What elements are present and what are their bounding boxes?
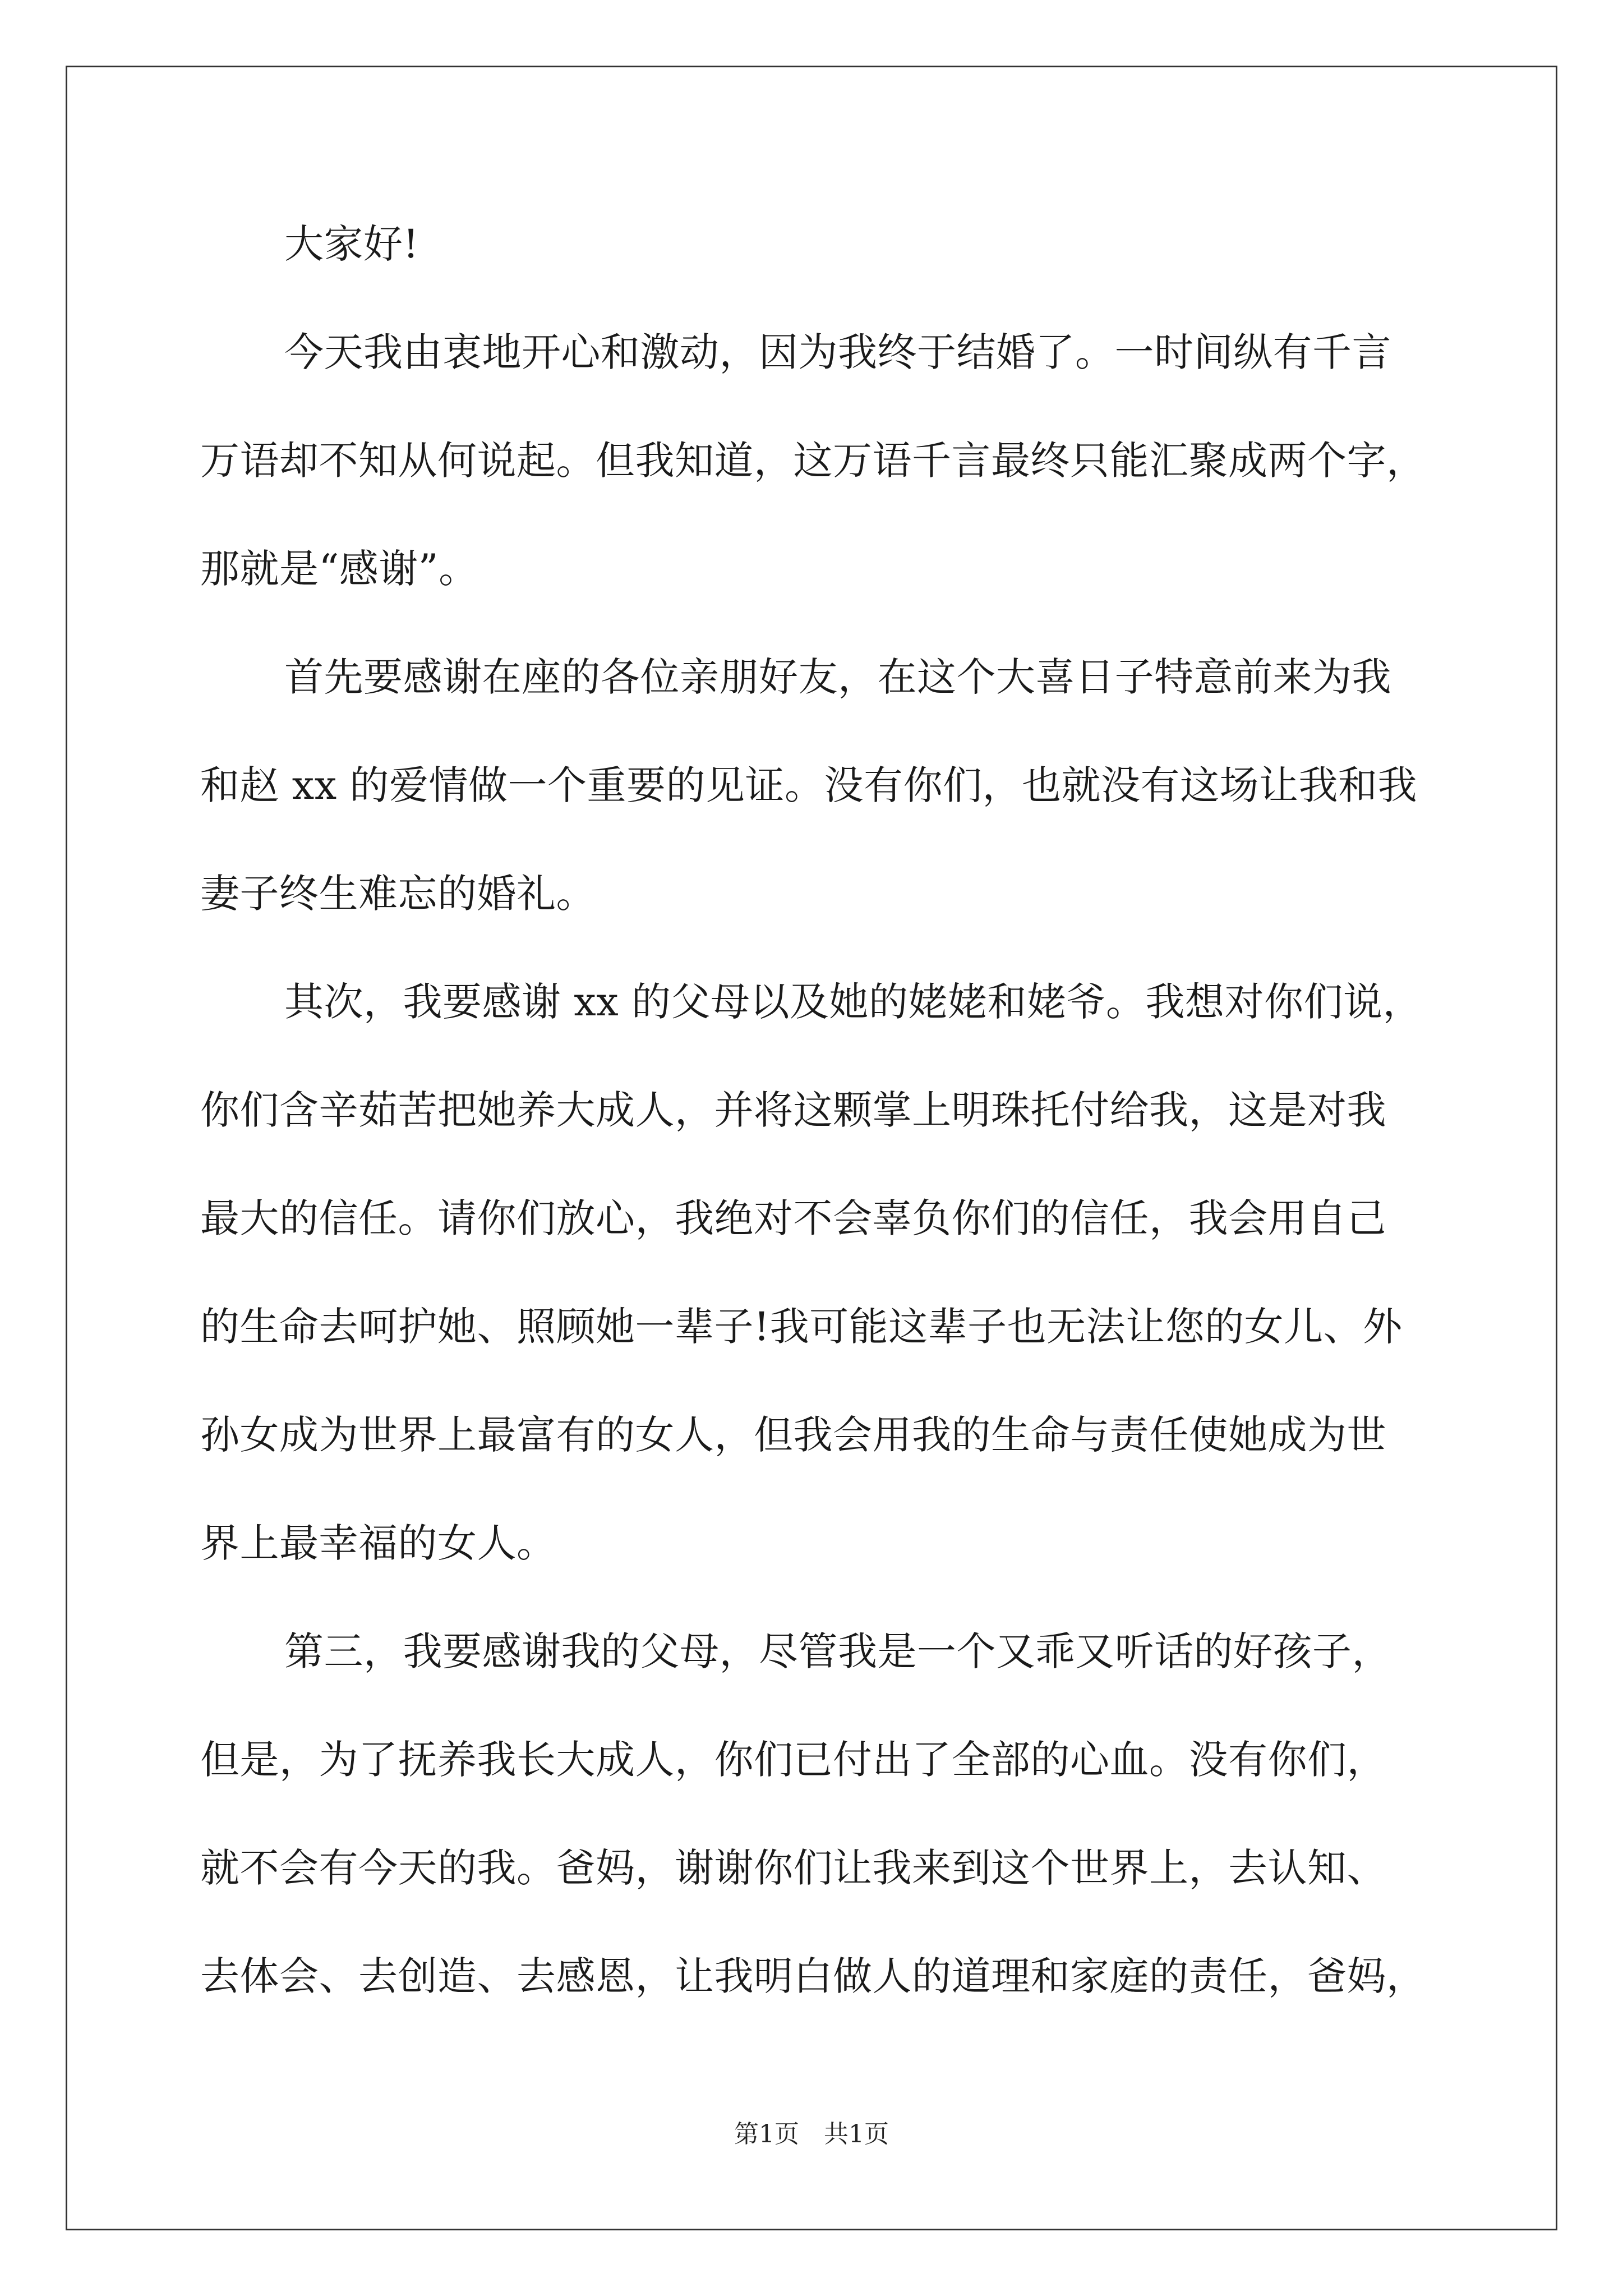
text-line: 第三，我要感谢我的父母，尽管我是一个又乖又听话的好孩子， [284, 1628, 1391, 1674]
text-line: 去体会、去创造、去感恩，让我明白做人的道理和家庭的责任，爸妈， [200, 1953, 1426, 1999]
text-line: 的生命去呵护她、照顾她一辈子!我可能这辈子也无法让您的女儿、外 [200, 1304, 1403, 1350]
text-line: 那就是“感谢”。 [200, 546, 478, 592]
text-line: 万语却不知从何说起。但我知道，这万语千言最终只能汇聚成两个字， [200, 438, 1426, 484]
text-line: 界上最幸福的女人。 [200, 1520, 556, 1566]
text-line: 大家好! [284, 221, 419, 267]
text-line: 就不会有今天的我。爸妈，谢谢你们让我来到这个世界上，去认知、 [200, 1845, 1386, 1891]
page-number-footer: 第1页 共1页 [734, 2120, 889, 2148]
text-line: 孙女成为世界上最富有的女人，但我会用我的生命与责任使她成为世 [200, 1412, 1386, 1458]
text-line: 首先要感谢在座的各位亲朋好友，在这个大喜日子特意前来为我 [284, 654, 1391, 700]
text-line: 今天我由衷地开心和激动，因为我终于结婚了。一时间纵有千言 [284, 329, 1391, 375]
text-line: 最大的信任。请你们放心，我绝对不会辜负你们的信任，我会用自己 [200, 1195, 1386, 1241]
document-body [200, 222, 1434, 2062]
text-line: 但是，为了抚养我长大成人，你们已付出了全部的心血。没有你们， [200, 1737, 1386, 1783]
text-line: 其次，我要感谢 xx 的父母以及她的姥姥和姥爷。我想对你们说， [284, 979, 1422, 1025]
text-line: 你们含辛茹苦把她养大成人，并将这颗掌上明珠托付给我，这是对我 [200, 1087, 1386, 1133]
text-line: 和赵 xx 的爱情做一个重要的见证。没有你们，也就没有这场让我和我 [200, 762, 1417, 808]
text-line: 妻子终生难忘的婚礼。 [200, 871, 596, 917]
